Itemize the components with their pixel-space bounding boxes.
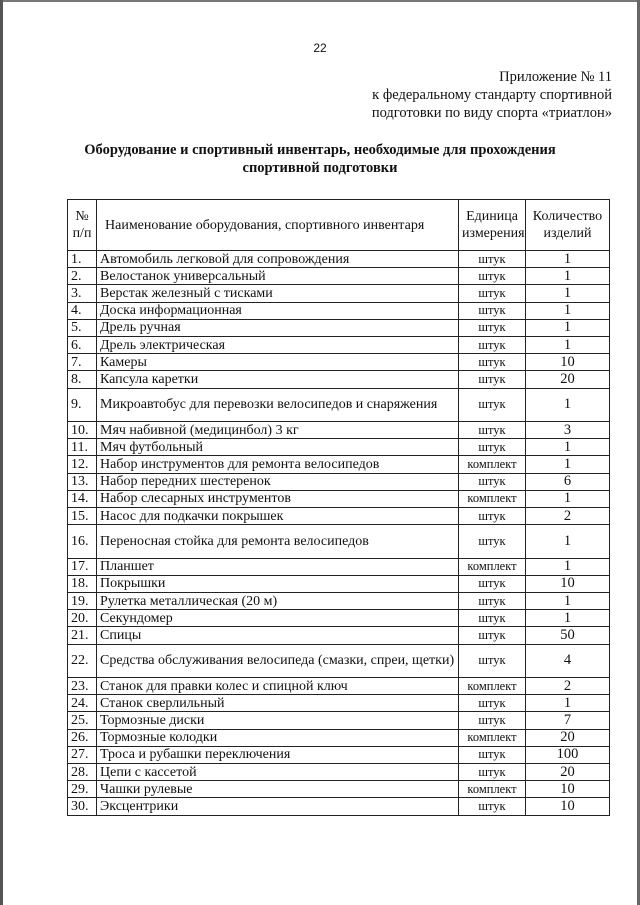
row-number: 28. xyxy=(68,764,97,781)
row-unit: комплект xyxy=(459,729,526,746)
table-row xyxy=(68,490,610,507)
row-unit: штук xyxy=(459,473,526,490)
row-quantity: 1 xyxy=(526,695,610,712)
table-row xyxy=(68,712,610,729)
table-row xyxy=(68,251,610,268)
row-unit: штук xyxy=(459,371,526,388)
table-row xyxy=(68,764,610,781)
row-number: 2. xyxy=(68,268,97,285)
row-number: 7. xyxy=(68,354,97,371)
table-row xyxy=(68,456,610,473)
row-quantity: 1 xyxy=(526,336,610,353)
appendix-line-2: к федеральному стандарту спортивной xyxy=(372,87,612,103)
row-quantity: 1 xyxy=(526,251,610,268)
row-item-name: Эксцентрики xyxy=(97,798,459,815)
row-item-name: Цепи с кассетой xyxy=(97,764,459,781)
row-item-name: Верстак железный с тисками xyxy=(97,285,459,302)
row-number: 21. xyxy=(68,627,97,644)
row-quantity: 1 xyxy=(526,285,610,302)
row-item-name: Набор инструментов для ремонта велосипедов xyxy=(97,456,459,473)
row-quantity: 4 xyxy=(526,644,610,678)
row-number: 12. xyxy=(68,456,97,473)
row-quantity: 2 xyxy=(526,678,610,695)
header-unit xyxy=(459,200,526,251)
row-unit: штук xyxy=(459,712,526,729)
row-unit: штук xyxy=(459,354,526,371)
row-quantity: 20 xyxy=(526,371,610,388)
row-item-name: Камеры xyxy=(97,354,459,371)
row-quantity: 1 xyxy=(526,610,610,627)
table-row xyxy=(68,558,610,575)
table-row xyxy=(68,422,610,439)
title-line-1: Оборудование и спортивный инвентарь, необходимые для прохождения xyxy=(84,142,556,158)
table-row xyxy=(68,525,610,559)
row-quantity: 1 xyxy=(526,525,610,559)
header-number-line-1: № xyxy=(75,209,89,224)
row-item-name: Покрышки xyxy=(97,575,459,592)
header-quantity-line-2: изделий xyxy=(543,226,592,241)
header-unit-line-1: Единица xyxy=(466,209,518,224)
row-item-name: Велостанок универсальный xyxy=(97,268,459,285)
row-item-name: Набор передних шестеренок xyxy=(97,473,459,490)
row-number: 27. xyxy=(68,746,97,763)
row-number: 1. xyxy=(68,251,97,268)
row-item-name: Средства обслуживания велосипеда (смазки, спреи, щетки) xyxy=(97,644,459,678)
table-row xyxy=(68,729,610,746)
table-row xyxy=(68,798,610,815)
row-quantity: 1 xyxy=(526,268,610,285)
row-item-name: Капсула каретки xyxy=(97,371,459,388)
row-item-name: Переносная стойка для ремонта велосипедов xyxy=(97,525,459,559)
scan-edge-right xyxy=(635,0,640,905)
row-item-name: Секундомер xyxy=(97,610,459,627)
row-quantity: 1 xyxy=(526,388,610,422)
table-row xyxy=(68,746,610,763)
row-number: 16. xyxy=(68,525,97,559)
scan-edge-top xyxy=(0,0,640,4)
row-quantity: 2 xyxy=(526,507,610,524)
row-item-name: Планшет xyxy=(97,558,459,575)
row-number: 22. xyxy=(68,644,97,678)
row-number: 29. xyxy=(68,781,97,798)
table-row xyxy=(68,319,610,336)
row-unit: штук xyxy=(459,268,526,285)
scan-edge-left xyxy=(0,0,4,905)
row-number: 5. xyxy=(68,319,97,336)
row-unit: комплект xyxy=(459,456,526,473)
row-item-name: Микроавтобус для перевозки велосипедов и снаряжения xyxy=(97,388,459,422)
header-number-line-2: п/п xyxy=(72,226,92,241)
row-item-name: Тормозные колодки xyxy=(97,729,459,746)
table-row xyxy=(68,268,610,285)
row-quantity: 7 xyxy=(526,712,610,729)
page-number: 22 xyxy=(313,41,327,55)
header-number xyxy=(68,200,97,251)
table-row xyxy=(68,781,610,798)
row-unit: штук xyxy=(459,422,526,439)
row-quantity: 1 xyxy=(526,319,610,336)
row-unit: штук xyxy=(459,319,526,336)
row-quantity: 1 xyxy=(526,302,610,319)
row-item-name: Тормозные диски xyxy=(97,712,459,729)
table-row xyxy=(68,439,610,456)
table-row xyxy=(68,678,610,695)
appendix-reference xyxy=(372,68,612,122)
table-row xyxy=(68,388,610,422)
row-unit: комплект xyxy=(459,781,526,798)
row-item-name: Станок для правки колес и спицной ключ xyxy=(97,678,459,695)
header-quantity xyxy=(526,200,610,251)
row-quantity: 1 xyxy=(526,439,610,456)
row-quantity: 1 xyxy=(526,490,610,507)
row-item-name: Набор слесарных инструментов xyxy=(97,490,459,507)
table-row xyxy=(68,336,610,353)
row-number: 3. xyxy=(68,285,97,302)
row-item-name: Дрель ручная xyxy=(97,319,459,336)
row-item-name: Автомобиль легковой для сопровождения xyxy=(97,251,459,268)
table-row xyxy=(68,302,610,319)
row-number: 30. xyxy=(68,798,97,815)
row-quantity: 6 xyxy=(526,473,610,490)
row-unit: штук xyxy=(459,798,526,815)
row-unit: штук xyxy=(459,388,526,422)
row-quantity: 10 xyxy=(526,354,610,371)
row-number: 13. xyxy=(68,473,97,490)
appendix-line-1: Приложение № 11 xyxy=(499,69,612,85)
row-unit: штук xyxy=(459,507,526,524)
row-item-name: Станок сверлильный xyxy=(97,695,459,712)
row-unit: штук xyxy=(459,644,526,678)
row-number: 19. xyxy=(68,593,97,610)
table-row xyxy=(68,627,610,644)
row-quantity: 1 xyxy=(526,456,610,473)
row-unit: штук xyxy=(459,439,526,456)
row-unit: штук xyxy=(459,525,526,559)
row-quantity: 20 xyxy=(526,764,610,781)
row-item-name: Доска информационная xyxy=(97,302,459,319)
row-number: 23. xyxy=(68,678,97,695)
appendix-line-3: подготовки по виду спорта «триатлон» xyxy=(371,105,612,121)
row-unit: штук xyxy=(459,575,526,592)
row-number: 10. xyxy=(68,422,97,439)
row-unit: штук xyxy=(459,251,526,268)
row-unit: штук xyxy=(459,610,526,627)
row-unit: штук xyxy=(459,302,526,319)
row-number: 6. xyxy=(68,336,97,353)
table-row xyxy=(68,610,610,627)
header-unit-line-2: измерения xyxy=(462,226,525,241)
table-row xyxy=(68,371,610,388)
row-number: 25. xyxy=(68,712,97,729)
row-unit: штук xyxy=(459,746,526,763)
row-number: 24. xyxy=(68,695,97,712)
row-quantity: 1 xyxy=(526,593,610,610)
row-number: 26. xyxy=(68,729,97,746)
row-unit: штук xyxy=(459,593,526,610)
row-item-name: Дрель электрическая xyxy=(97,336,459,353)
title-line-2: спортивной подготовки xyxy=(242,160,398,176)
table-row xyxy=(68,695,610,712)
table-header-row xyxy=(68,200,610,251)
header-quantity-line-1: Количество xyxy=(532,209,603,224)
row-number: 8. xyxy=(68,371,97,388)
row-number: 4. xyxy=(68,302,97,319)
row-quantity: 10 xyxy=(526,781,610,798)
row-number: 9. xyxy=(68,388,97,422)
row-unit: комплект xyxy=(459,490,526,507)
table-row xyxy=(68,644,610,678)
row-unit: комплект xyxy=(459,558,526,575)
row-unit: штук xyxy=(459,336,526,353)
row-quantity: 10 xyxy=(526,798,610,815)
row-quantity: 1 xyxy=(526,558,610,575)
row-item-name: Чашки рулевые xyxy=(97,781,459,798)
row-quantity: 20 xyxy=(526,729,610,746)
row-number: 17. xyxy=(68,558,97,575)
row-number: 20. xyxy=(68,610,97,627)
row-quantity: 10 xyxy=(526,575,610,592)
row-item-name: Мяч футбольный xyxy=(97,439,459,456)
header-name: Наименование оборудования, спортивного инвентаря xyxy=(97,200,459,251)
row-item-name: Мяч набивной (медицинбол) 3 кг xyxy=(97,422,459,439)
row-unit: комплект xyxy=(459,678,526,695)
row-item-name: Спицы xyxy=(97,627,459,644)
row-item-name: Троса и рубашки переключения xyxy=(97,746,459,763)
table-row xyxy=(68,575,610,592)
row-item-name: Насос для подкачки покрышек xyxy=(97,507,459,524)
row-number: 11. xyxy=(68,439,97,456)
row-number: 18. xyxy=(68,575,97,592)
table-row xyxy=(68,593,610,610)
table-row xyxy=(68,354,610,371)
row-unit: штук xyxy=(459,627,526,644)
row-number: 15. xyxy=(68,507,97,524)
row-unit: штук xyxy=(459,764,526,781)
equipment-table xyxy=(67,199,610,816)
row-unit: штук xyxy=(459,285,526,302)
table-row xyxy=(68,507,610,524)
row-unit: штук xyxy=(459,695,526,712)
row-quantity: 100 xyxy=(526,746,610,763)
table-row xyxy=(68,285,610,302)
document-title xyxy=(0,141,640,177)
row-number: 14. xyxy=(68,490,97,507)
row-item-name: Рулетка металлическая (20 м) xyxy=(97,593,459,610)
table-row xyxy=(68,473,610,490)
row-quantity: 50 xyxy=(526,627,610,644)
row-quantity: 3 xyxy=(526,422,610,439)
